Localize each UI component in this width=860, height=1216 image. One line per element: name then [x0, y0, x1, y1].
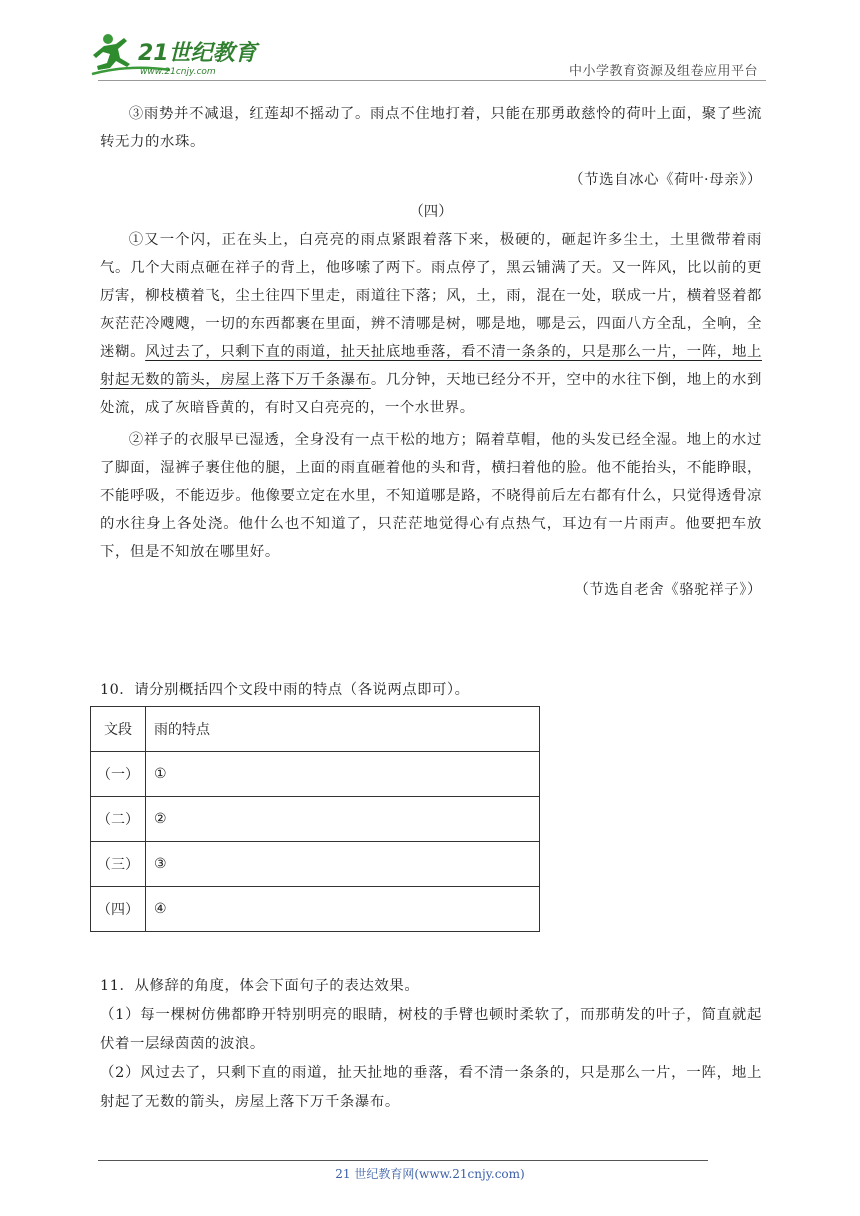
paragraph-4-1-start: ①又一个闪，正在头上，白亮亮的雨点紧跟着落下来，极硬的，砸起许多尘土，土里微带着雨气。几个大雨点砸在祥子的背上，他哆嗦了两下。雨点停了，黑云铺满了天。又一阵风，比以前的更厉害，柳枝横着飞，尘土往四下里走，雨道往下落；风，土，雨，混在一处，联成一片，横着竖着都灰茫茫冷飕飕，一切的东西都裹在里面，辨不清哪是树，哪是地，哪是云，四面八方全乱，全响，全迷糊。 — [100, 232, 762, 360]
answer-cell[interactable]: ④ — [146, 887, 540, 932]
platform-name: 中小学教育资源及组卷应用平台 — [568, 64, 758, 79]
segment-cell: （三） — [91, 842, 146, 887]
header-features: 雨的特点 — [146, 707, 540, 752]
answer-cell[interactable]: ② — [146, 797, 540, 842]
question-11-stem: 11．从修辞的角度，体会下面句子的表达效果。 — [100, 978, 420, 994]
paragraph-4-1-end: 。几分钟，天地已经分不开，空中的水往下倒，地上的水到处流，成了灰暗昏黄的，有时又白亮亮的，一个水世界。 — [100, 372, 762, 416]
question-10: 10．请分别概括四个文段中雨的特点（各说两点即可）。 — [100, 682, 470, 698]
table-header-row — [91, 707, 540, 752]
header-divider — [98, 80, 766, 81]
svg-text:www.21cnjy.com: www.21cnjy.com — [140, 67, 216, 77]
table-row — [91, 842, 540, 887]
header-segment: 文段 — [91, 707, 146, 752]
table-row — [91, 797, 540, 842]
answer-cell[interactable]: ① — [146, 752, 540, 797]
page-header — [90, 30, 770, 80]
source-laoshe: （节选自老舍《骆驼祥子》） — [574, 582, 762, 598]
sentence-1: （1）每一棵树仿佛都睁开特别明亮的眼睛，树枝的手臂也顿时柔软了，而那萌发的叶子，简直就起伏着一层绿茵茵的波浪。 — [100, 1007, 762, 1052]
reading-passage — [100, 100, 762, 604]
paragraph-4-1 — [100, 226, 762, 422]
source-bingxin: （节选自冰心《荷叶·母亲》） — [569, 172, 762, 188]
rain-features-table — [90, 706, 540, 932]
paragraph-4-2: ②祥子的衣服早已湿透，全身没有一点干松的地方；隔着草帽，他的头发已经全湿。地上的水过了脚面，湿裤子裹住他的腿，上面的雨直砸着他的头和背，横扫着他的脸。他不能抬头，不能睁眼，不能呼吸，不能迈步。他像要立定在水里，不知道哪是路，不晓得前后左右都有什么，只觉得透骨凉的水往身上各处浇。他什么也不知道了，只茫茫地觉得心有点热气，耳边有一片雨声。他要把车放下，但是不知放在哪里好。 — [100, 432, 762, 560]
underlined-sentence: 风过去了，只剩下直的雨道，扯天扯底地垂落，看不清一条条的，只是那么一片，一阵，地上射起无数的箭头，房屋上落下万千条瀑布 — [100, 344, 762, 388]
sentence-2: （2）风过去了，只剩下直的雨道，扯天扯地的垂落，看不清一条条的，只是那么一片，一阵，地上射起了无数的箭头，房屋上落下万千条瀑布。 — [100, 1065, 762, 1110]
table-row — [91, 887, 540, 932]
logo — [90, 30, 260, 78]
paragraph-3: ③雨势并不减退，红莲却不摇动了。雨点不住地打着，只能在那勇敢慈怜的荷叶上面，聚了些流转无力的水珠。 — [100, 106, 762, 150]
runner-logo-icon — [90, 30, 260, 78]
segment-cell: （二） — [91, 797, 146, 842]
question-11 — [100, 972, 762, 1117]
answer-cell[interactable]: ③ — [146, 842, 540, 887]
segment-cell: （四） — [91, 887, 146, 932]
segment-cell: （一） — [91, 752, 146, 797]
footer-divider — [98, 1160, 708, 1161]
svg-text:21世纪教育: 21世纪教育 — [138, 41, 257, 66]
section-heading-4: （四） — [409, 204, 453, 220]
footer-link[interactable]: 21 世纪教育网(www.21cnjy.com) — [335, 1167, 525, 1181]
table-row — [91, 752, 540, 797]
